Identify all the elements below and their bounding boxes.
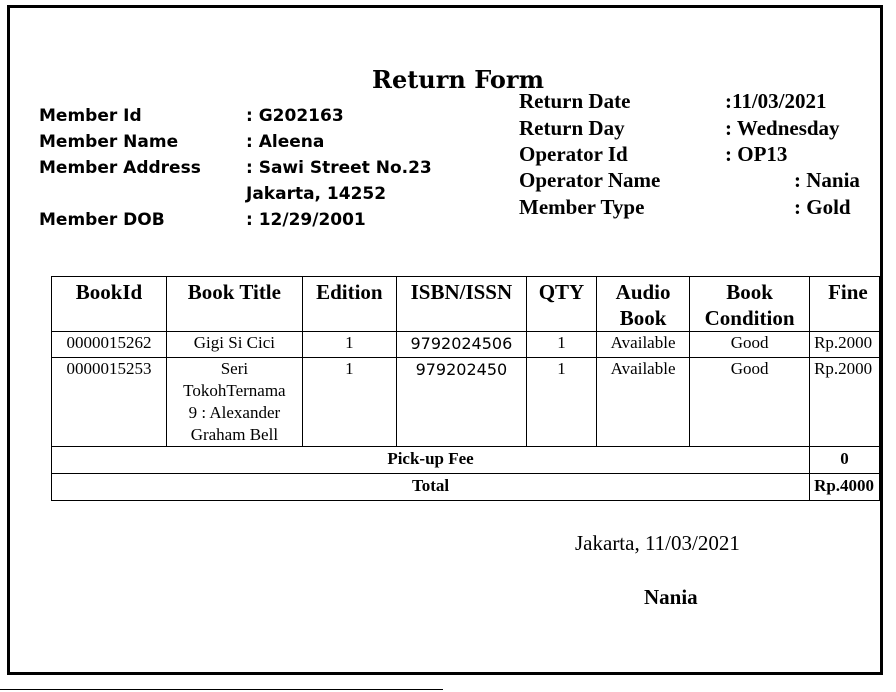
cell-edition: 1	[302, 358, 396, 447]
table-row	[52, 358, 880, 447]
cell-qty: 1	[526, 358, 596, 447]
operator-id-value: : OP13	[725, 142, 788, 166]
cell-book-id: 0000015262	[52, 332, 167, 358]
col-header-book-title: Book Title	[166, 277, 302, 332]
cell-audio-book: Available	[597, 358, 690, 447]
col-header-book-condition-line1: Book	[726, 280, 773, 304]
col-header-audio-book	[597, 277, 690, 332]
cell-edition: 1	[302, 332, 396, 358]
return-date-label: Return Date	[519, 89, 631, 113]
cell-fine: Rp.2000	[810, 358, 880, 447]
member-name-label: Member Name	[39, 132, 179, 152]
member-dob-label: Member DOB	[39, 210, 165, 230]
cell-book-title-line1: Seri	[220, 359, 249, 378]
cell-book-title: Gigi Si Cici	[166, 332, 302, 358]
cell-isbn: 979202450	[396, 358, 526, 447]
form-frame	[7, 5, 883, 675]
table-row	[52, 332, 880, 358]
total-label: Total	[52, 474, 810, 501]
member-type-value: : Gold	[794, 195, 851, 219]
total-row	[52, 474, 880, 501]
col-header-audio-book-line1: Audio	[615, 280, 671, 304]
return-day-label: Return Day	[519, 116, 625, 140]
member-address-value: : Sawi Street No.23	[246, 158, 432, 178]
signature-place-date: Jakarta, 11/03/2021	[575, 531, 740, 555]
member-dob-value: : 12/29/2001	[246, 210, 366, 230]
col-header-book-condition	[690, 277, 810, 332]
col-header-audio-book-line2: Book	[619, 306, 667, 330]
return-day-value: : Wednesday	[725, 116, 840, 140]
bottom-divider	[0, 689, 443, 690]
cell-book-title	[166, 358, 302, 447]
operator-name-value: : Nania	[794, 168, 860, 192]
member-id-label: Member Id	[39, 106, 142, 126]
cell-qty: 1	[526, 332, 596, 358]
member-id-value: : G202163	[246, 106, 344, 126]
col-header-isbn: ISBN/ISSN	[396, 277, 526, 332]
col-header-book-id: BookId	[52, 277, 167, 332]
signature-name: Nania	[644, 585, 698, 609]
operator-id-label: Operator Id	[519, 142, 628, 166]
member-address-line2: Jakarta, 14252	[246, 184, 387, 204]
cell-book-id: 0000015253	[52, 358, 167, 447]
page-title: Return Form	[372, 65, 544, 94]
cell-fine: Rp.2000	[810, 332, 880, 358]
col-header-edition: Edition	[302, 277, 396, 332]
pickup-fee-value: 0	[810, 447, 880, 474]
return-date-value: :11/03/2021	[725, 89, 827, 113]
books-table	[51, 276, 880, 501]
cell-book-title-line4: Graham Bell	[190, 425, 279, 444]
member-type-label: Member Type	[519, 195, 645, 219]
member-address-label: Member Address	[39, 158, 201, 178]
col-header-book-condition-line2: Condition	[704, 306, 795, 330]
pickup-fee-row	[52, 447, 880, 474]
col-header-fine: Fine	[810, 277, 880, 332]
member-name-value: : Aleena	[246, 132, 325, 152]
cell-condition: Good	[690, 358, 810, 447]
cell-isbn: 9792024506	[396, 332, 526, 358]
cell-audio-book: Available	[597, 332, 690, 358]
cell-book-title-line3: 9 : Alexander	[188, 403, 281, 422]
total-value: Rp.4000	[810, 474, 880, 501]
cell-book-title-line2: TokohTernama	[183, 381, 286, 400]
table-header-row	[52, 277, 880, 332]
operator-name-label: Operator Name	[519, 168, 661, 192]
col-header-qty: QTY	[526, 277, 596, 332]
cell-condition: Good	[690, 332, 810, 358]
pickup-fee-label: Pick-up Fee	[52, 447, 810, 474]
